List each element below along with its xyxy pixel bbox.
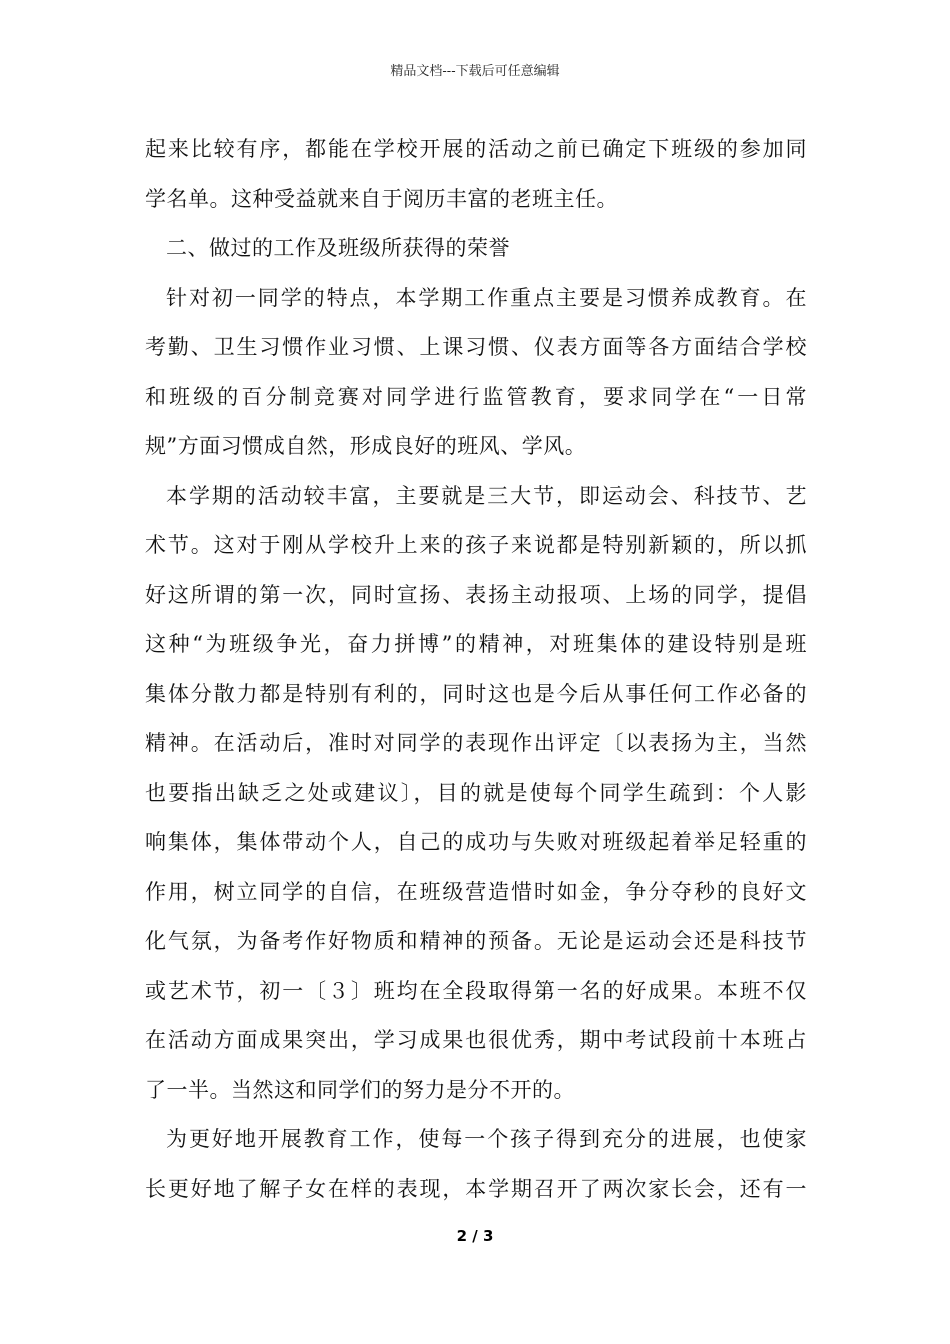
body-line-4: 针对初一同学的特点，本学期工作重点主要是习惯养成教育。在 <box>166 285 807 310</box>
body-line-10: 好这所谓的第一次，同时宣扬、表扬主动报项、上场的同学，提倡 <box>145 582 807 607</box>
body-line-7: 规”方面习惯成自然，形成良好的班风、学风。 <box>145 434 587 458</box>
body-line-2: 学名单。这种受益就来自于阅历丰富的老班主任。 <box>145 186 618 211</box>
body-line-20: 了一半。当然这和同学们的努力是分不开的。 <box>145 1077 575 1102</box>
document-body <box>145 125 807 1214</box>
page-header: 精品文档---下载后可任意编辑 <box>390 64 560 79</box>
body-line-21: 为更好地开展教育工作，使每一个孩子得到充分的进展，也使家 <box>166 1127 807 1151</box>
body-line-19: 在活动方面成果突出，学习成果也很优秀，期中考试段前十本班占 <box>145 1028 807 1052</box>
body-line-8: 本学期的活动较丰富，主要就是三大节，即运动会、科技节、艺 <box>166 483 807 508</box>
body-line-16: 作用，树立同学的自信，在班级营造惜时如金，争分夺秒的良好文 <box>145 879 807 904</box>
body-line-14: 也要指出缺乏之处或建议〕，目的就是使每个同学生疏到：个人影 <box>145 780 807 805</box>
body-line-9: 术节。这对于刚从学校升上来的孩子来说都是特别新颖的，所以抓 <box>145 533 807 557</box>
body-line-13: 精神。在活动后，准时对同学的表现作出评定〔以表扬为主，当然 <box>145 731 807 755</box>
body-line-1: 起来比较有序，都能在学校开展的活动之前已确定下班级的参加同 <box>145 137 807 161</box>
section-heading: 二、做过的工作及班级所获得的荣誉 <box>166 236 510 260</box>
page-number: 2 / 3 <box>456 1227 494 1245</box>
body-line-6: 和班级的百分制竞赛对同学进行监管教育，要求同学在“一日常 <box>145 384 807 409</box>
body-line-5: 考勤、卫生习惯作业习惯、上课习惯、仪表方面等各方面结合学校 <box>145 335 807 359</box>
body-line-12: 集体分散力都是特别有利的，同时这也是今后从事任何工作必备的 <box>145 681 807 706</box>
body-line-15: 响集体，集体带动个人，自己的成功与失败对班级起着举足轻重的 <box>145 830 807 854</box>
body-line-22: 长更好地了解子女在样的表现，本学期召开了两次家长会，还有一 <box>145 1176 807 1201</box>
body-line-17: 化气氛，为备考作好物质和精神的预备。无论是运动会还是科技节 <box>145 929 807 953</box>
body-line-11: 这种“为班级争光，奋力拼博”的精神，对班集体的建设特别是班 <box>145 632 807 656</box>
body-line-18: 或艺术节，初一〔３〕班均在全段取得第一名的好成果。本班不仅 <box>145 978 807 1003</box>
